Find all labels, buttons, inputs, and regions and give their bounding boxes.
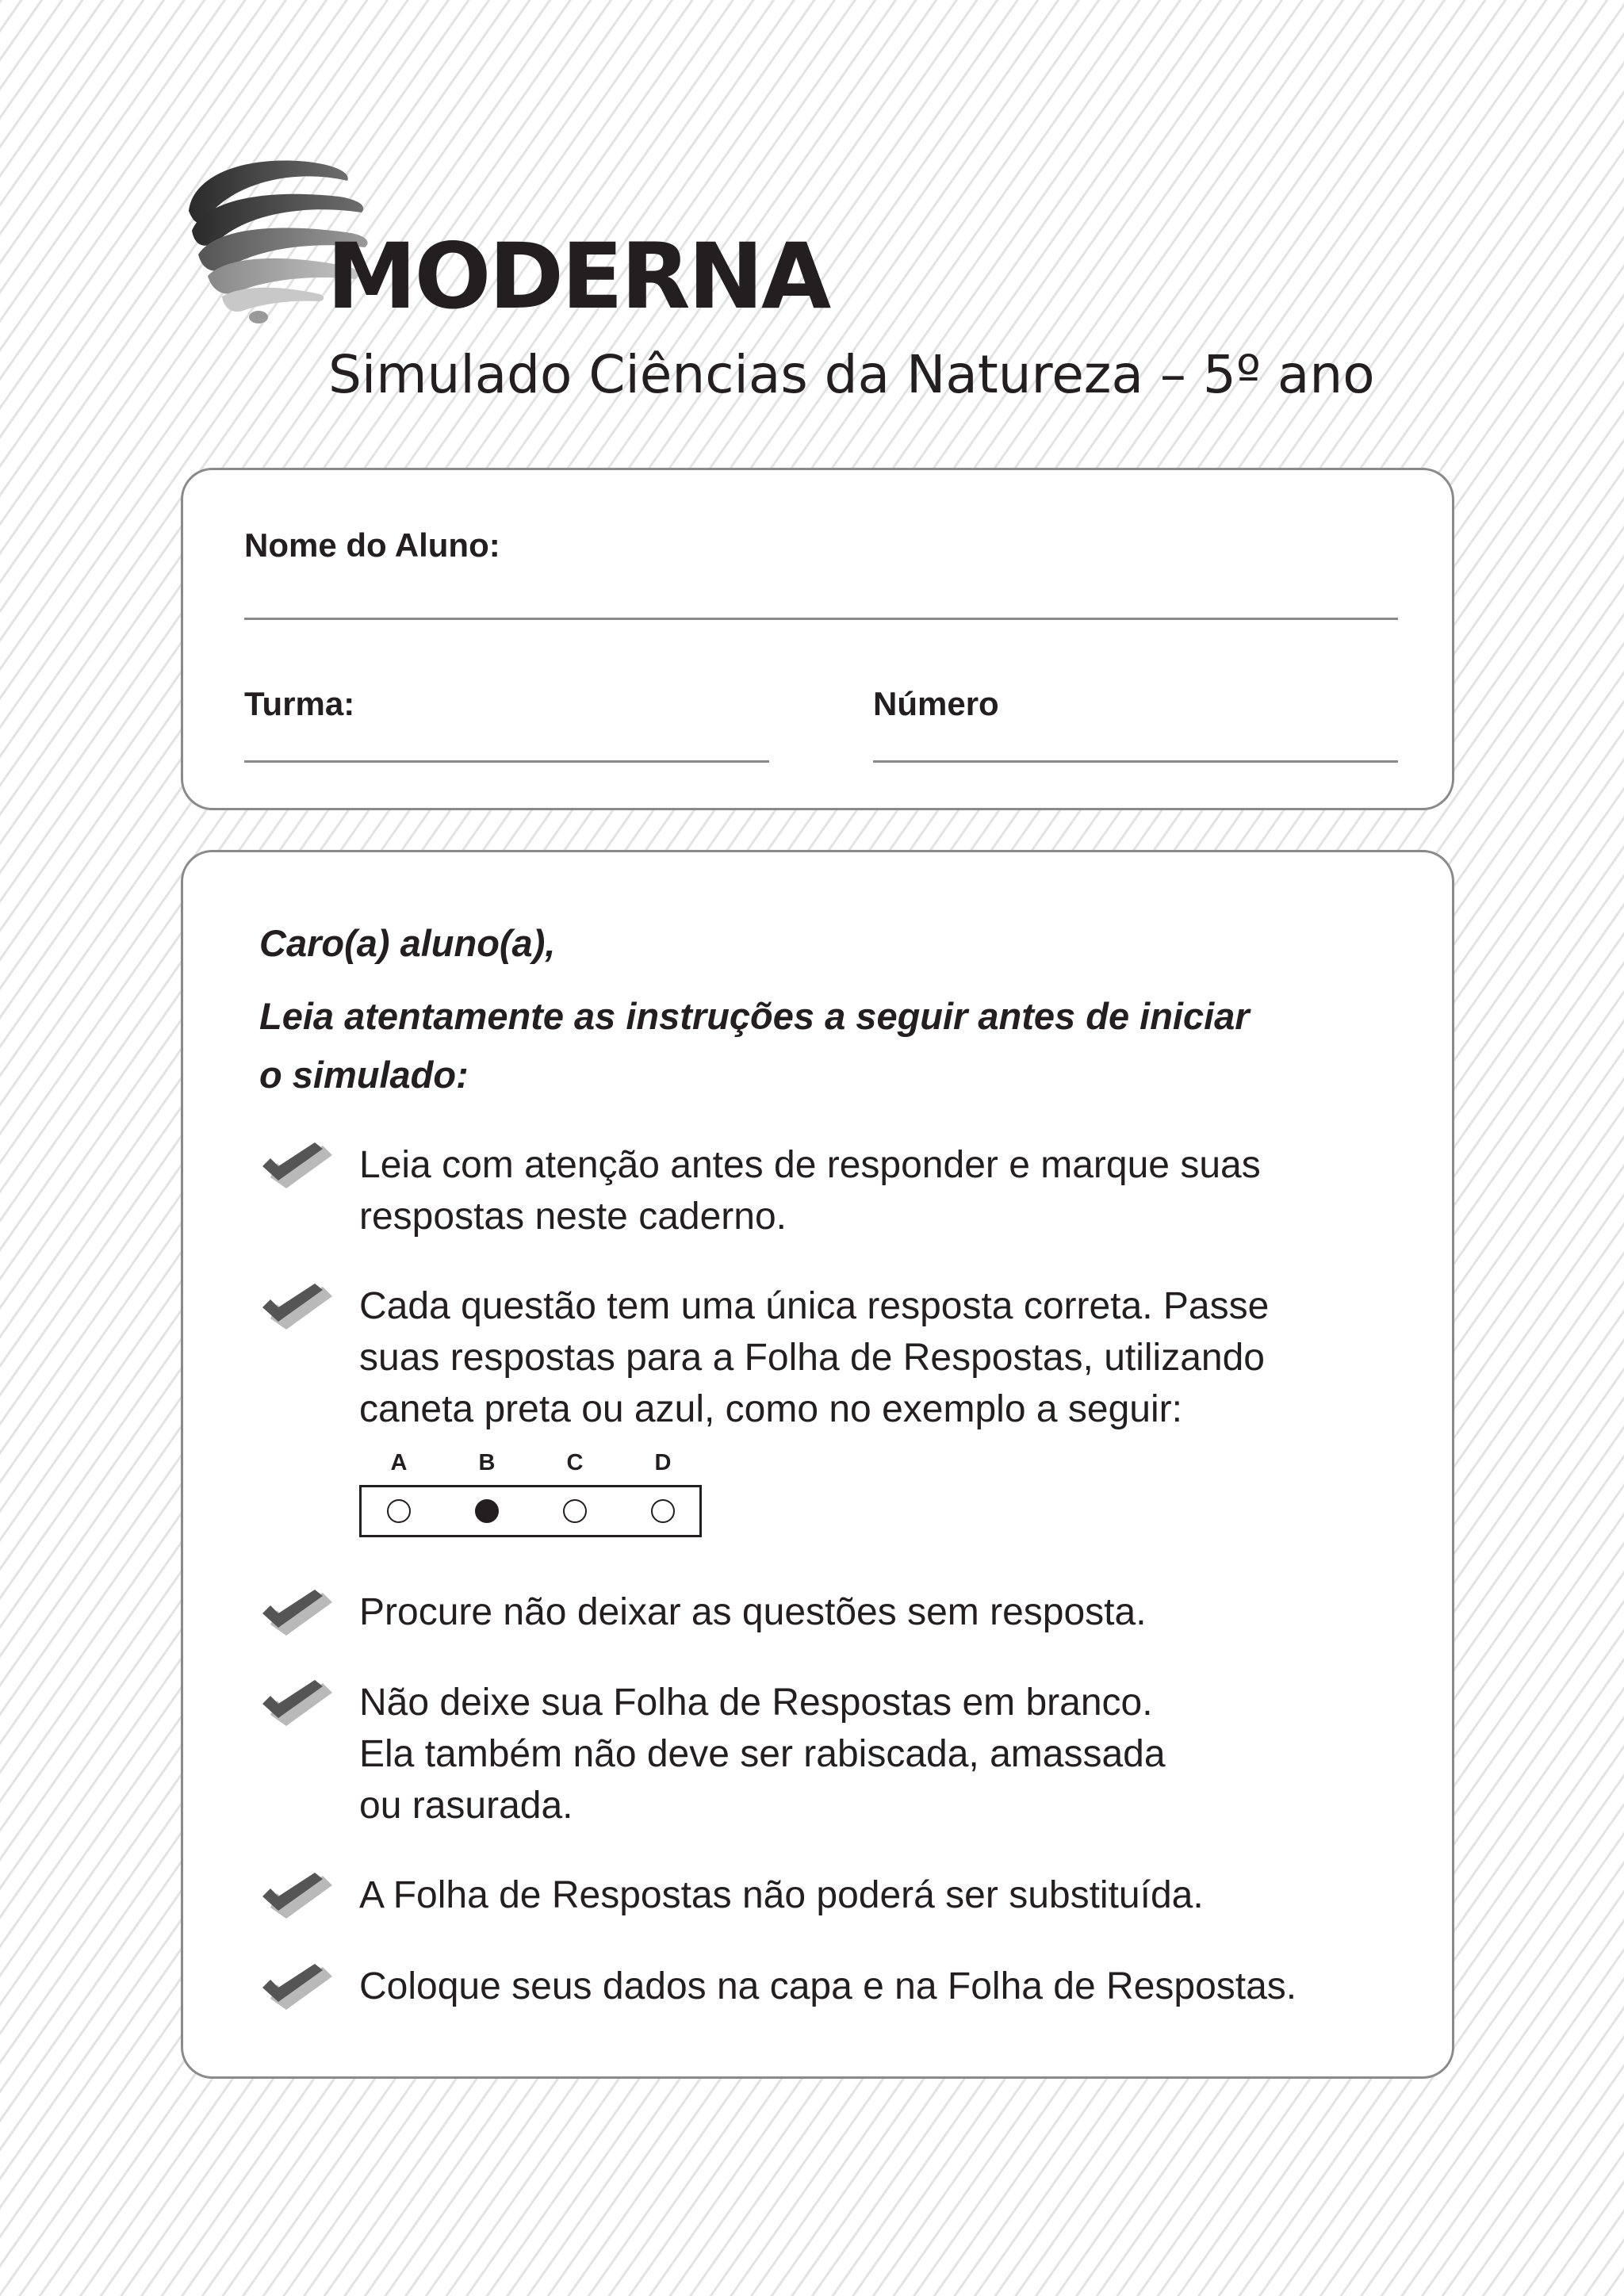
instruction-text: Cada questão tem uma única resposta correta. Passe suas respostas para a Folha de Respostas, utilizando caneta preta ou azul, como no exemplo a seguir: <box>359 1285 1270 1430</box>
check-icon <box>259 1590 335 1639</box>
greeting: Caro(a) aluno(a), <box>259 922 556 964</box>
instruction-text: Não deixe sua Folha de Respostas em branco. Ela também não deve ser rabiscada, amassada ou rasurada. <box>359 1682 1166 1827</box>
option-bubble-c <box>563 1499 587 1523</box>
instruction-text: Coloque seus dados na capa e na Folha de Respostas. <box>359 1965 1297 2007</box>
student-name-label: Nome do Aluno: <box>244 526 500 564</box>
student-name-field[interactable] <box>244 618 1398 620</box>
number-field[interactable] <box>873 760 1398 763</box>
instruction-text: A Folha de Respostas não poderá ser substituída. <box>359 1874 1204 1916</box>
option-letter-b: B <box>478 1450 496 1475</box>
instruction-text: Leia com atenção antes de responder e marque suas respostas neste caderno. <box>359 1144 1261 1238</box>
check-icon <box>259 1873 335 1922</box>
student-info-card <box>181 468 1454 810</box>
instructions-intro: Leia atentamente as instruções a seguir antes de iniciar o simulado: <box>259 995 1250 1096</box>
class-field[interactable] <box>244 760 769 763</box>
answer-example <box>359 1452 708 1545</box>
instructions-card <box>181 850 1454 2079</box>
option-letter-a: A <box>390 1450 408 1475</box>
brand-name: MODERNA <box>327 224 829 329</box>
check-icon <box>259 1284 335 1333</box>
option-bubble-b-selected <box>475 1499 499 1523</box>
option-bubble-d <box>651 1499 675 1523</box>
option-bubble-a <box>387 1499 411 1523</box>
option-letter-d: D <box>654 1450 672 1475</box>
check-icon <box>259 1680 335 1729</box>
number-label: Número <box>873 685 999 722</box>
page-title: Simulado Ciências da Natureza – 5º ano <box>328 344 1375 405</box>
answer-bubble-row <box>359 1485 702 1537</box>
option-letter-c: C <box>566 1450 584 1475</box>
class-label: Turma: <box>244 685 355 722</box>
instruction-text: Procure não deixar as questões sem resposta. <box>359 1591 1147 1633</box>
check-icon <box>259 1142 335 1192</box>
check-icon <box>259 1964 335 2013</box>
